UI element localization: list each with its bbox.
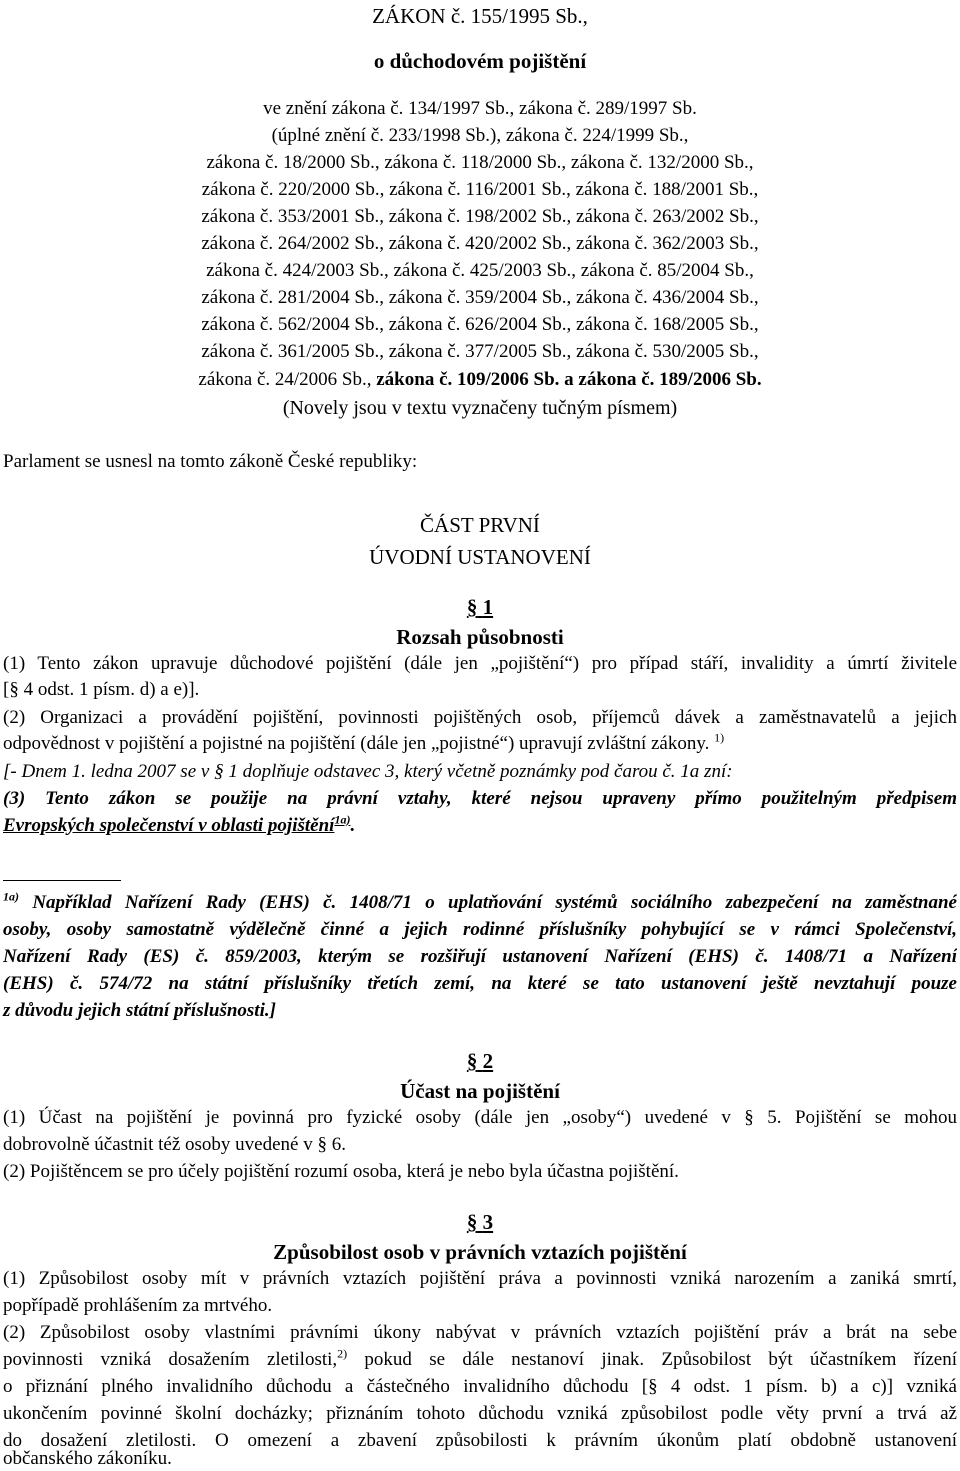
amendment-line: (úplné znění č. 233/1998 Sb.), zákona č. 224/1999 Sb., [271,125,689,146]
amendment-line: zákona č. 18/2000 Sb., zákona č. 118/2000 Sb., zákona č. 132/2000 Sb., [206,152,754,173]
paragraph-line: ukončením povinné školní docházky; přiznáním tohoto důchodu vzniká způsobilost podle věty první a trvá až [3,1403,957,1424]
section-heading: Způsobilost osob v právních vztazích pojištění [273,1240,687,1264]
paragraph-line: (2) Organizaci a provádění pojištění, povinnosti pojištěných osob, příjemců dávek a zaměstnavatelů a jejich [3,707,957,728]
amendment-line: zákona č. 220/2000 Sb., zákona č. 116/2001 Sb., zákona č. 188/2001 Sb., [201,179,759,200]
preamble: Parlament se usnesl na tomto zákoně České republiky: [3,451,418,472]
amendment-line: zákona č. 424/2003 Sb., zákona č. 425/2003 Sb., zákona č. 85/2004 Sb., [206,260,754,281]
amendment-note: [- Dnem 1. ledna 2007 se v § 1 doplňuje odstavec 3, který včetně poznámky pod čarou č. 1a zní: [3,761,733,782]
paragraph-line: dobrovolně účastnit též osoby uvedené v § 6. [3,1134,346,1155]
footnote-ref: 2) [337,1348,348,1361]
part-label: ČÁST PRVNÍ [420,513,540,537]
paragraph-line: (1) Způsobilost osoby mít v právních vztazích pojištění práva a povinnosti vzniká narozením a zaniká smrtí, [3,1268,957,1289]
amendment-line: zákona č. 361/2005 Sb., zákona č. 377/2005 Sb., zákona č. 530/2005 Sb., [201,341,759,362]
footnote-line: Nařízení Rady (ES) č. 859/2003, kterým se rozšiřují ustanovení Nařízení (EHS) č. 1408/71 a Nařízení [3,946,957,967]
section-sign-icon: § [466,595,478,619]
amendment-line: ve znění zákona č. 134/1997 Sb., zákona č. 289/1997 Sb. [263,98,697,119]
footnote-line: osoby, osoby samostatně výdělečně činné a jejich rodinné příslušníky pohybující se v rámci Společenství, [3,919,957,940]
footnote-line: $^{1a)}$ Například Nařízení Rady (EHS) č. 1408/71 o uplatňování systémů sociálního zabezpečení na zaměstnané [3,891,957,913]
footnote-line: z důvodu jejich státní příslušnosti.] [3,1000,276,1021]
footnote-ref: 1) [714,730,725,745]
section-sign-icon: § [9,679,19,700]
law-title: ZÁKON č. 155/1995 Sb., [372,4,588,28]
section-sign-icon: § [466,1049,478,1073]
law-subject: o důchodovém pojištění [373,49,587,73]
paragraph-line: (1) Tento zákon upravuje důchodové pojištění (dále jen „pojištění“) pro případ stáří, invalidity a úmrtí živitele [3,653,957,674]
footnote-line: (EHS) č. 574/72 na státní příslušníky třetích zemí, na které se tato ustanovení ještě nevztahují pouze [3,973,957,994]
paragraph-line: Evropských společenství v oblasti pojištění$^{1a)}$. [3,812,356,836]
paragraph-line: (1) Účast na pojištění je povinná pro fyzické osoby (dále jen „osoby“) uvedené v § 5. Pojištění se mohou [3,1107,957,1128]
paragraph-line: [§ 4 odst. 1 písm. d) a e)]. [3,679,200,700]
amendment-line: zákona č. 562/2004 Sb., zákona č. 626/2004 Sb., zákona č. 168/2005 Sb., [201,314,759,335]
paragraph-line: povinnosti vzniká dosažením zletilosti,$^{2)}$ pokud se dále nestanoví jinak. Způsobilost být účastníkem řízení [3,1348,957,1370]
paragraph-line: (3) Tento zákon se použije na právní vztahy, které nejsou upraveny přímo použitelným předpisem [3,788,957,809]
section-number: § 3 [466,1210,494,1234]
section-sign-icon: § [744,1107,754,1128]
section-number: § 1 [466,595,494,619]
paragraph-line: odpovědnost v pojištění a pojistné na pojištění (dále jen „pojistné“) upravují zvláštní zákony. $^{1)}$ [3,730,725,754]
part-name: ÚVODNÍ USTANOVENÍ [369,545,591,569]
section-heading: Účast na pojištění [400,1079,560,1103]
amendment-note: (Novely jsou v textu vyznačeny tučným písmem) [282,397,678,419]
amendment-line: zákona č. 281/2004 Sb., zákona č. 359/2004 Sb., zákona č. 436/2004 Sb., [201,287,759,308]
paragraph-line: (2) Způsobilost osoby vlastními právními úkony nabývat v právních vztazích pojištění práv a brát na sebe [3,1322,957,1343]
amendment-line: zákona č. 24/2006 Sb., zákona č. 109/2006 Sb. a zákona č. 189/2006 Sb. [198,369,762,390]
paragraph-line: o přiznání plného invalidního důchodu a částečného invalidního důchodu [§ 4 odst. 1 písm. b) a c)] vzniká [3,1376,957,1397]
section-sign-icon: § [317,1134,327,1155]
section-number: § 2 [466,1049,494,1073]
amendment-line: zákona č. 264/2002 Sb., zákona č. 420/2002 Sb., zákona č. 362/2003 Sb., [201,233,759,254]
paragraph-line: (2) Pojištěncem se pro účely pojištění rozumí osoba, která je nebo byla účastna pojištění. [3,1161,679,1182]
section-sign-icon: § [214,761,224,782]
paragraph-line: občanského zákoníku. [3,1448,172,1469]
paragraph-line: do dosažení zletilosti. O omezení a zbavení způsobilosti k právním úkonům platí obdobně ustanovení [3,1430,957,1451]
footnote-mark: 1a) [3,891,19,904]
paragraph-line: popřípadě prohlášením za mrtvého. [3,1295,273,1316]
footnote-ref: 1a) [334,812,351,827]
section-sign-icon: § [466,1210,478,1234]
footnote-separator [3,880,121,881]
amendment-line: zákona č. 353/2001 Sb., zákona č. 198/2002 Sb., zákona č. 263/2002 Sb., [201,206,759,227]
section-sign-icon: § [648,1376,658,1397]
section-heading: Rozsah působnosti [396,625,564,649]
